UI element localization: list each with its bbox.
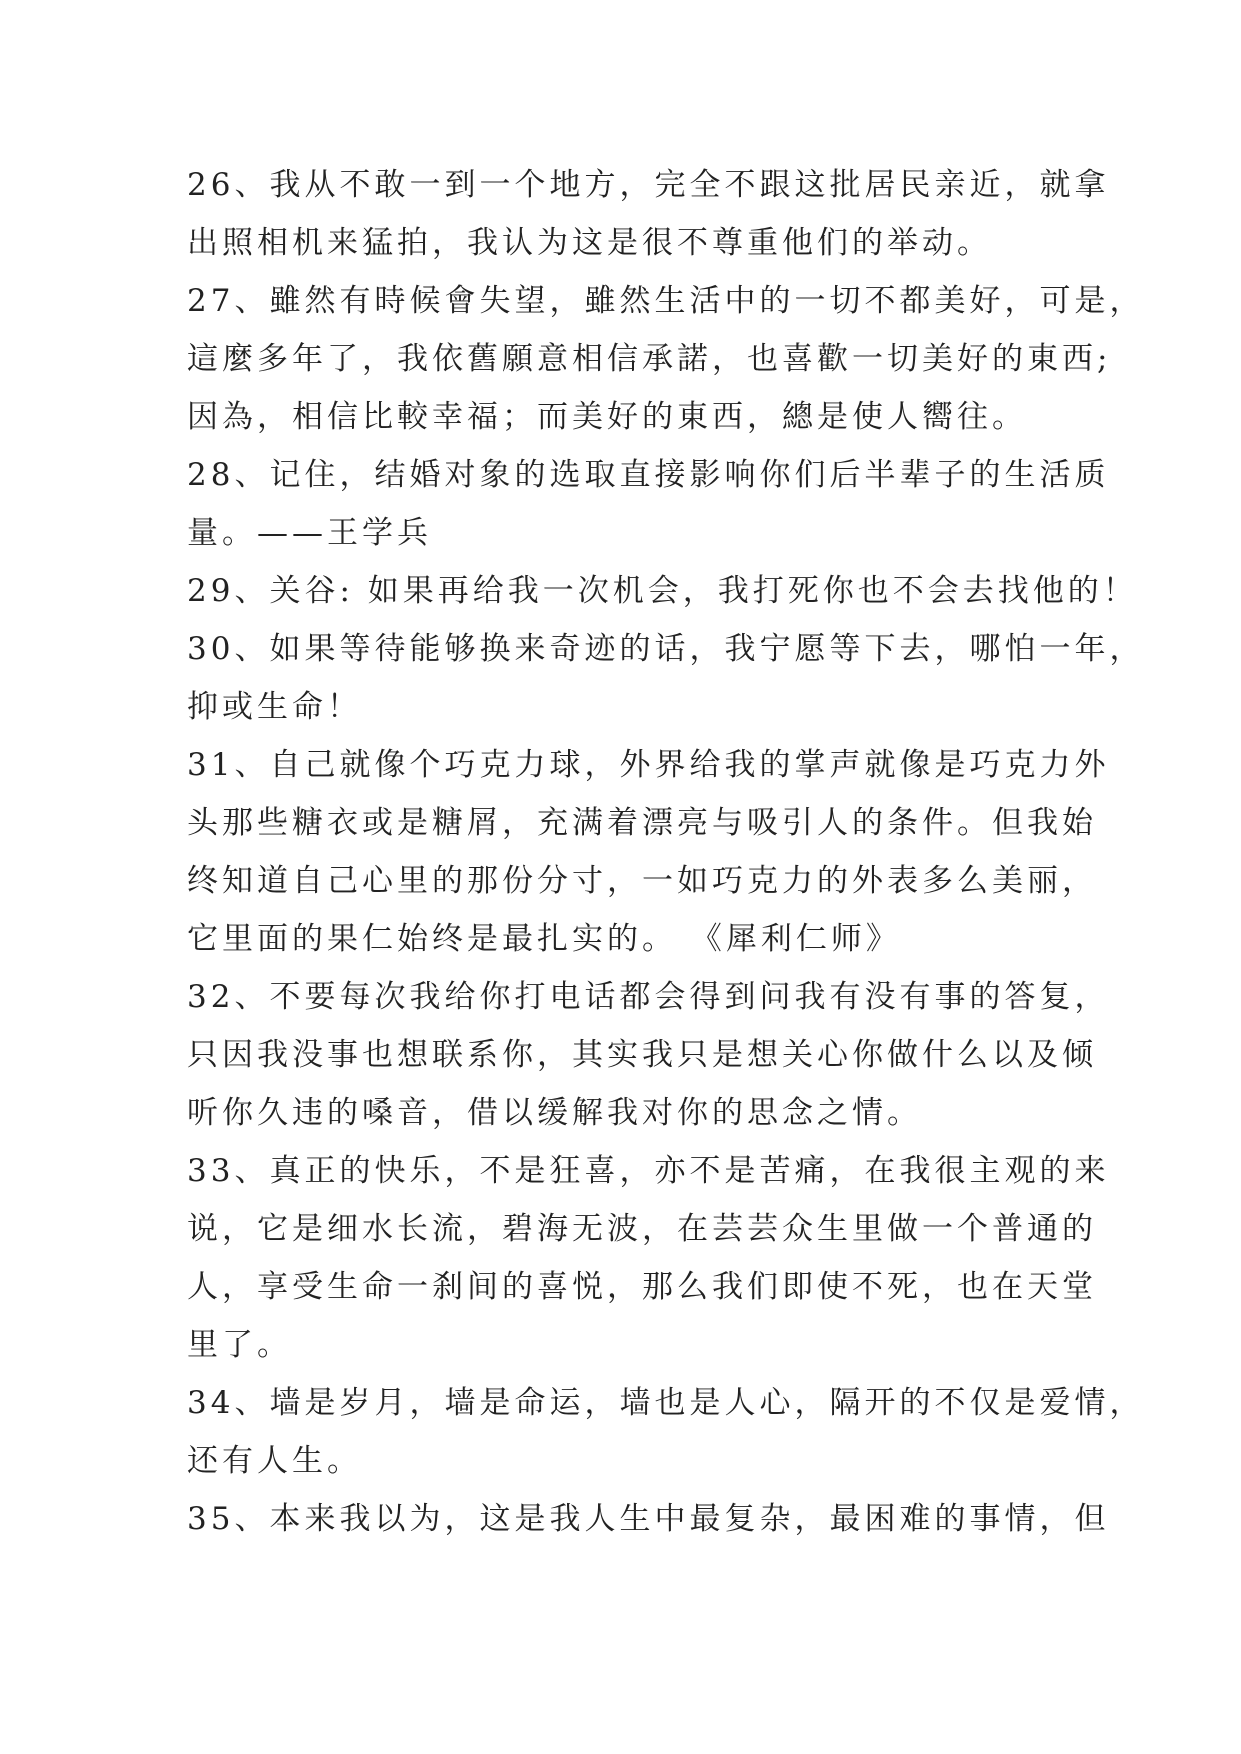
text-line: 只因我没事也想联系你，其实我只是想关心你做什么以及倾: [187, 1037, 1097, 1073]
text-line: 33、真正的快乐，不是狂喜，亦不是苦痛，在我很主观的来: [187, 1153, 1110, 1189]
text-line: 还有人生。: [187, 1443, 362, 1479]
text-line: 31、自己就像个巧克力球，外界给我的掌声就像是巧克力外: [187, 747, 1110, 783]
text-line: 抑或生命！: [187, 689, 362, 725]
text-line: 32、不要每次我给你打电话都会得到问我有没有事的答复，: [187, 979, 1110, 1015]
text-line: 因為，相信比較幸福；而美好的東西，總是使人嚮往。: [187, 399, 1027, 435]
text-line: 29、关谷: 如果再给我一次机会，我打死你也不会去找他的！: [187, 573, 1138, 609]
text-line: 它里面的果仁始终是最扎实的。 《犀利仁师》: [187, 921, 901, 957]
text-line: 说，它是细水长流，碧海无波，在芸芸众生里做一个普通的: [187, 1211, 1097, 1247]
text-line: 终知道自己心里的那份分寸，一如巧克力的外表多么美丽，: [187, 863, 1097, 899]
text-line: 里了。: [187, 1327, 292, 1363]
text-line: 人，享受生命一刹间的喜悦，那么我们即使不死，也在天堂: [187, 1269, 1097, 1305]
text-line: 27、雖然有時候會失望，雖然生活中的一切不都美好，可是，: [187, 283, 1145, 319]
text-line: 26、我从不敢一到一个地方，完全不跟这批居民亲近，就拿: [187, 167, 1110, 203]
text-line: 30、如果等待能够换来奇迹的话，我宁愿等下去，哪怕一年，: [187, 631, 1145, 667]
text-line: 头那些糖衣或是糖屑，充满着漂亮与吸引人的条件。但我始: [187, 805, 1097, 841]
document-body: [187, 156, 1145, 1548]
text-line: 出照相机来猛拍，我认为这是很不尊重他们的举动。: [187, 225, 992, 261]
text-line: 量。——王学兵: [187, 515, 432, 551]
text-line: 35、本来我以为，这是我人生中最复杂，最困难的事情，但: [187, 1501, 1110, 1537]
text-line: 28、记住，结婚对象的选取直接影响你们后半辈子的生活质: [187, 457, 1110, 493]
text-line: 這麼多年了，我依舊願意相信承諾，也喜歡一切美好的東西;: [187, 341, 1112, 377]
text-line: 34、墙是岁月，墙是命运，墙也是人心，隔开的不仅是爱情，: [187, 1385, 1145, 1421]
text-line: 听你久违的嗓音，借以缓解我对你的思念之情。: [187, 1095, 922, 1131]
